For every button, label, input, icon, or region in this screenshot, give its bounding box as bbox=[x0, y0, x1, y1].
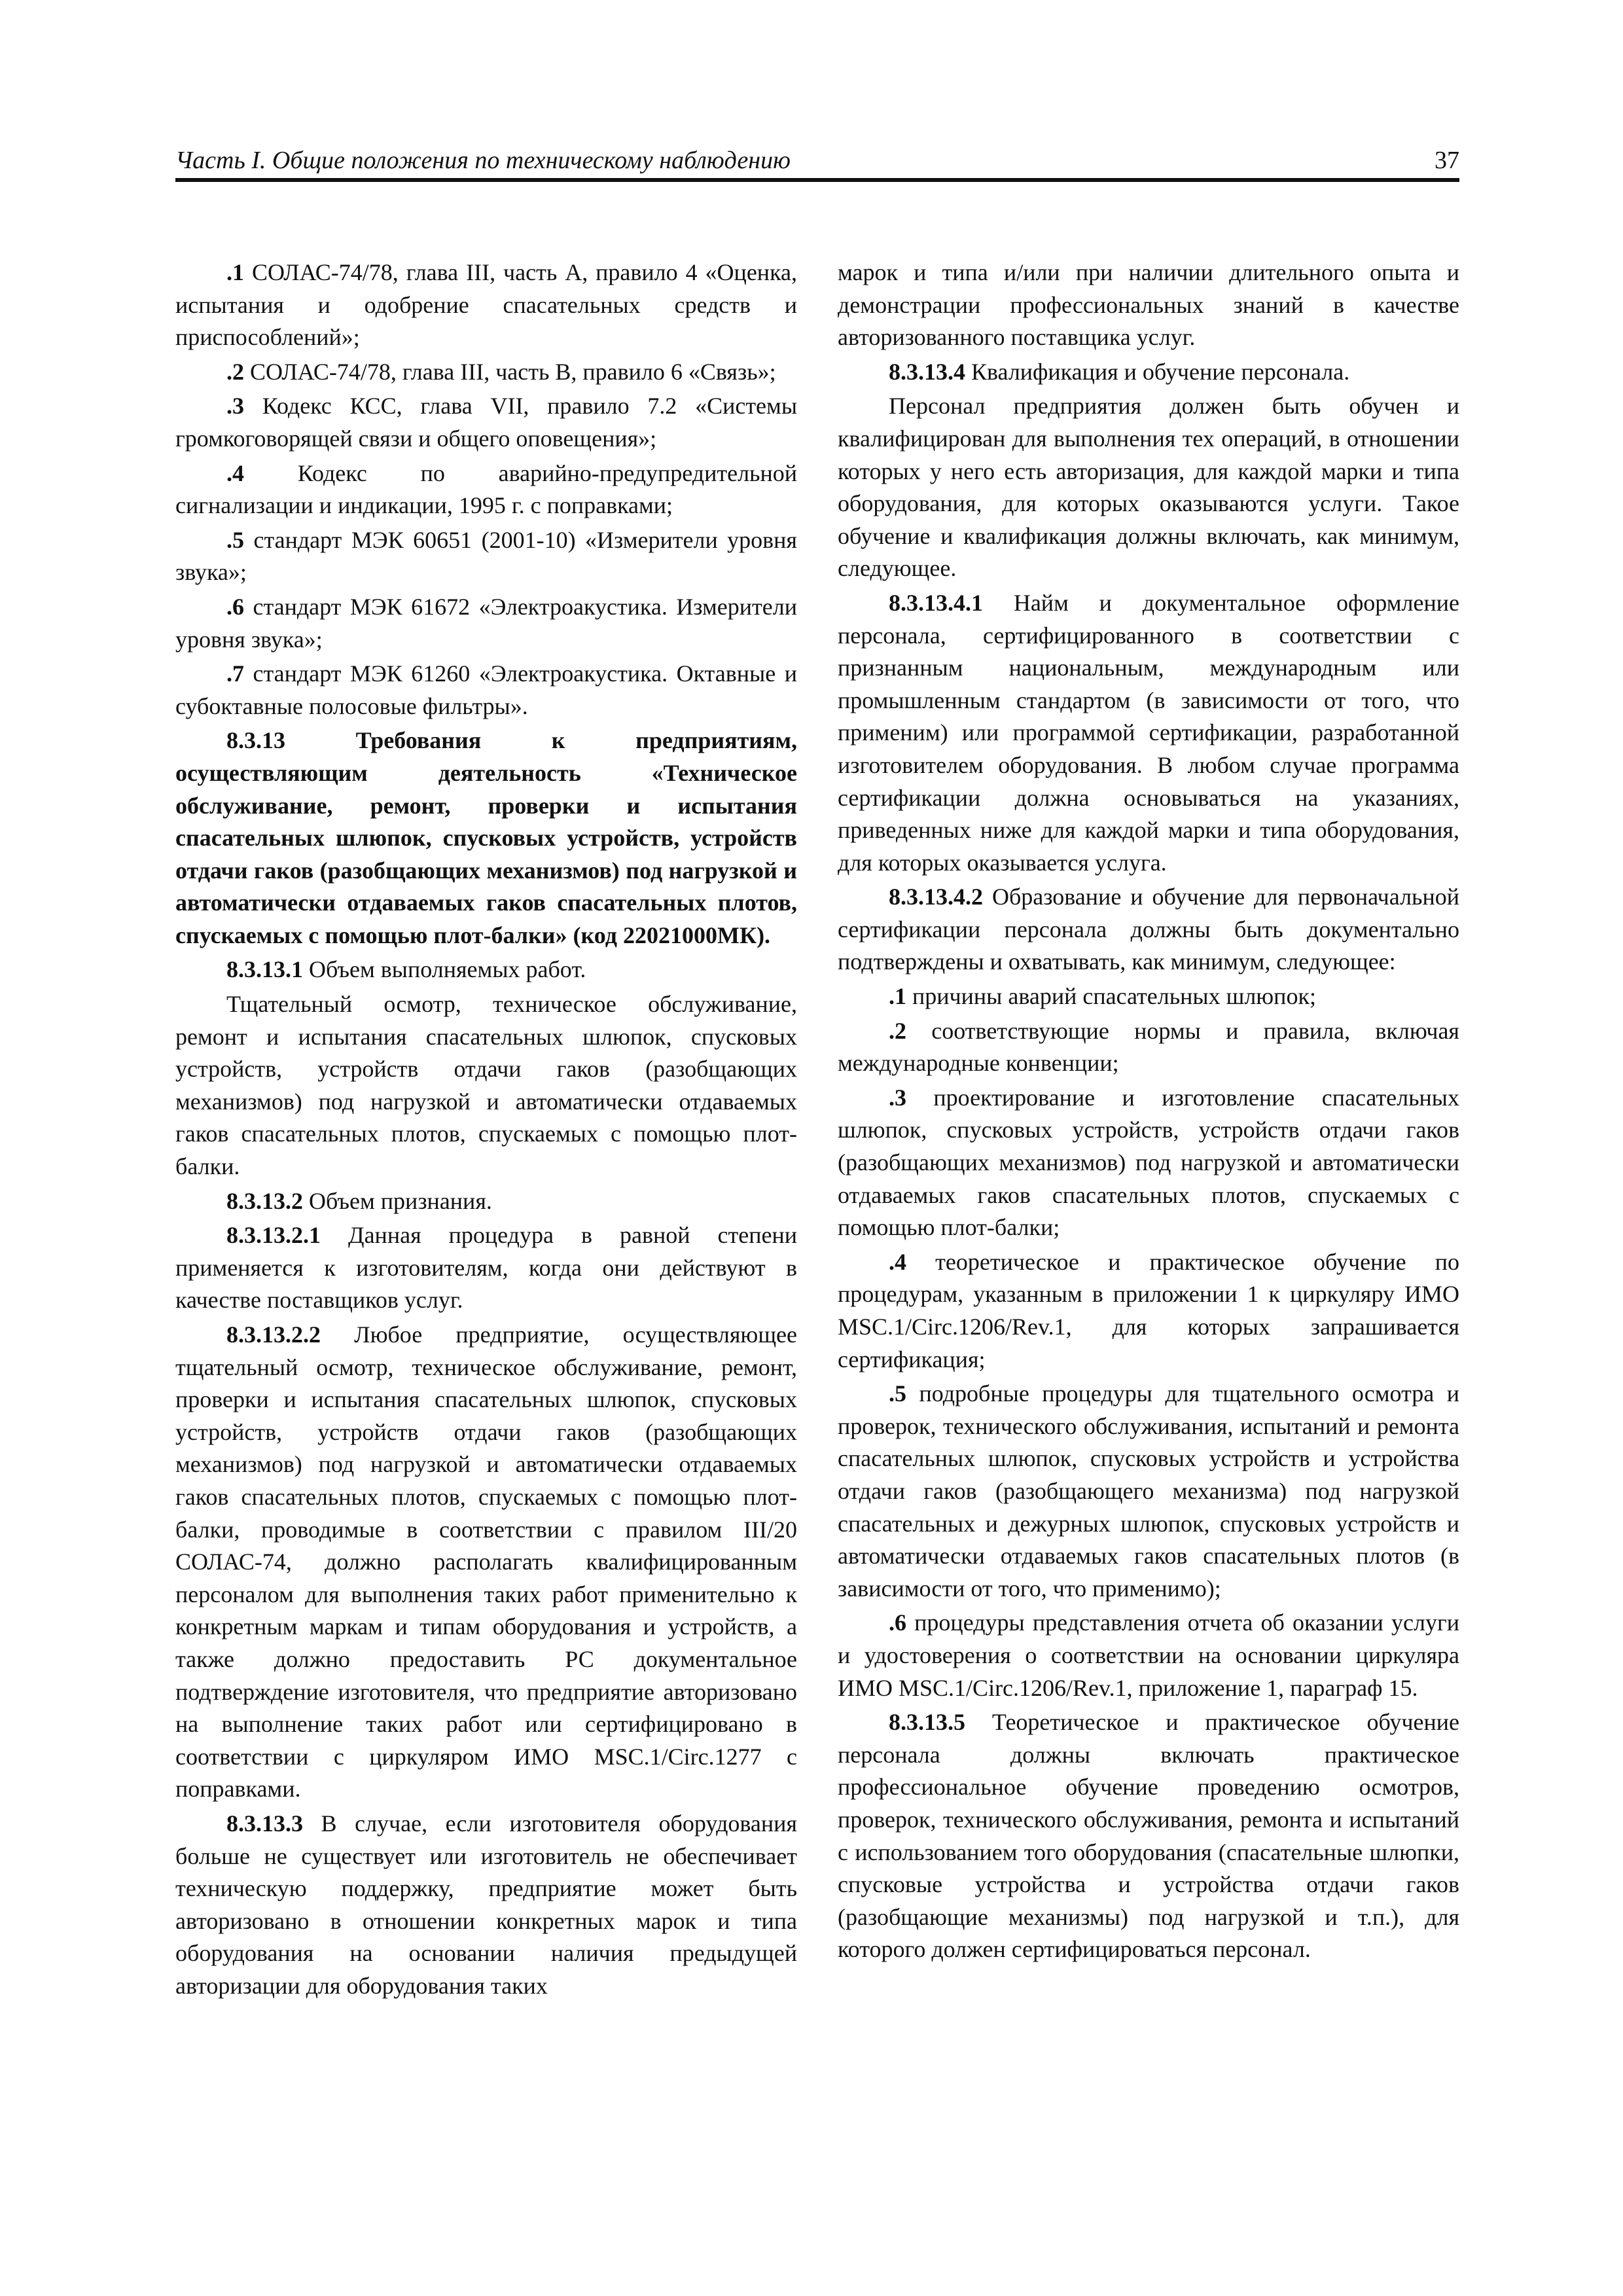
left-column bbox=[175, 257, 797, 2004]
item-text: СОЛАС-74/78, глава III, часть А, правило 4 «Оценка, испытания и одобрение спасательных средств и приспособлений»; bbox=[175, 259, 797, 351]
item-number: .2 bbox=[226, 358, 244, 385]
list-item-3 bbox=[175, 390, 797, 455]
item-number: .5 bbox=[226, 526, 244, 553]
list-item-6 bbox=[838, 1607, 1459, 1704]
paragraph-8-3-13-5 bbox=[838, 1706, 1459, 1966]
item-text: соответствующие нормы и правила, включая международные конвенции; bbox=[838, 1017, 1459, 1077]
list-item-4 bbox=[838, 1246, 1459, 1376]
item-number: .1 bbox=[889, 983, 906, 1010]
paragraph-8-3-13-2-2 bbox=[175, 1319, 797, 1806]
section-number: 8.3.13.5 bbox=[889, 1709, 965, 1736]
item-number: .5 bbox=[889, 1380, 906, 1407]
item-number: .3 bbox=[889, 1084, 906, 1111]
section-number: 8.3.13.2.1 bbox=[226, 1222, 321, 1249]
paragraph-personnel bbox=[838, 390, 1459, 585]
paragraph-text: Объем выполняемых работ. bbox=[303, 956, 586, 983]
paragraph-text: Данная процедура в равной степени применяется к изготовителям, когда они действуют в качестве поставщиков услуг. bbox=[175, 1222, 797, 1314]
section-number: 8.3.13.1 bbox=[226, 956, 303, 983]
paragraph-text: Найм и документальное оформление персонала, сертифицированного в соответствии с признанным национальным, международным или промышленным стандартом (в зависимости от того, что применим) или программой сертификации, разработанной изготовителем оборудования. В любом случае программа сертификации должна основываться на указаниях, приведенных ниже для каждой марки и типа оборудования, для которых оказывается услуга. bbox=[838, 589, 1459, 876]
item-number: .6 bbox=[226, 593, 244, 620]
paragraph-8-3-13-3 bbox=[175, 1808, 797, 2003]
paragraph-8-3-13-1 bbox=[175, 954, 797, 986]
item-text: Кодекс КСС, глава VII, правило 7.2 «Системы громкоговорящей связи и общего оповещения»; bbox=[175, 393, 797, 452]
item-number: .1 bbox=[226, 259, 244, 285]
list-item-4 bbox=[175, 457, 797, 522]
item-text: стандарт МЭК 61672 «Электроакустика. Измерители уровня звука»; bbox=[175, 593, 797, 653]
paragraph-text: Персонал предприятия должен быть обучен и квалифицирован для выполнения тех операций, в отношении которых у него есть авторизация, для каждой марки и типа оборудования, для которых оказываются услуги. Такое обучение и квалификация должны включать, как минимум, следующее. bbox=[838, 393, 1459, 582]
section-heading-8-3-13 bbox=[175, 725, 797, 952]
section-number: 8.3.13.2 bbox=[226, 1187, 303, 1214]
list-item-5 bbox=[175, 524, 797, 589]
paragraph-scope-of-work bbox=[175, 988, 797, 1183]
item-text: подробные процедуры для тщательного осмотра и проверок, технического обслуживания, испытаний и ремонта спасательных шлюпок, спусковых устройств и устройства отдачи гаков (разобщающего механизма) под нагрузкой спасательных и дежурных шлюпок, спусковых устройств и автоматически отдаваемых гаков спасательных плотов (в зависимости от того, что применимо); bbox=[838, 1380, 1459, 1602]
paragraph-8-3-13-2 bbox=[175, 1185, 797, 1218]
paragraph-8-3-13-2-1 bbox=[175, 1219, 797, 1317]
item-number: .7 bbox=[226, 660, 244, 687]
paragraph-text: Образование и обучение для первоначальной сертификации персонала должны быть документально подтверждены и охватывать, как минимум, следующее: bbox=[838, 884, 1459, 975]
section-number: 8.3.13.4.2 bbox=[889, 884, 983, 910]
item-text: причины аварий спасательных шлюпок; bbox=[906, 983, 1316, 1010]
paragraph-text: Квалификация и обучение персонала. bbox=[965, 358, 1350, 385]
item-number: .4 bbox=[226, 459, 244, 486]
paragraph-text: Теоретическое и практическое обучение персонала должны включать практическое профессиональное обучение проведению осмотров, проверок, технического обслуживания, ремонта и испытаний с использованием того оборудования (спасательные шлюпки, спусковые устройства и устройства отдачи гаков (разобщающие механизмы) под нагрузкой и т.п.), для которого должен сертифицироваться персонал. bbox=[838, 1709, 1459, 1963]
list-item-2 bbox=[175, 356, 797, 389]
list-item-1 bbox=[838, 980, 1459, 1013]
item-text: проектирование и изготовление спасательных шлюпок, спусковых устройств, устройств отдачи гаков (разобщающих механизмов) под нагрузкой и автоматически отдаваемых гаков спасательных плотов, спускаемых с помощью плот-балки; bbox=[838, 1084, 1459, 1241]
paragraph-text: марок и типа и/или при наличии длительного опыта и демонстрации профессиональных знаний в качестве авторизованного поставщика услуг. bbox=[838, 259, 1459, 351]
item-text: стандарт МЭК 60651 (2001-10) «Измерители уровня звука»; bbox=[175, 526, 797, 586]
paragraph-continuation bbox=[838, 257, 1459, 354]
right-column bbox=[838, 257, 1459, 1968]
item-number: .2 bbox=[889, 1017, 906, 1044]
list-item-7 bbox=[175, 658, 797, 723]
paragraph-text: В случае, если изготовителя оборудования больше не существует или изготовитель не обеспечивает техническую поддержку, предприятие может быть авторизовано в отношении конкретных марок и типа оборудования на основании наличия предыдущей авторизации для оборудования таких bbox=[175, 1810, 797, 1999]
item-text: стандарт МЭК 61260 «Электроакустика. Октавные и субоктавные полосовые фильтры». bbox=[175, 660, 797, 719]
paragraph-text: Любое предприятие, осуществляющее тщательный осмотр, техническое обслуживание, ремонт, проверки и испытания спасательных шлюпок, спусковых устройств, устройств отдачи гаков (разобщающих механизмов) под нагрузкой и автоматически отдаваемых гаков спасательных плотов, спускаемых с помощью плот-балки, проводимые в соответствии с правилом III/20 СОЛАС-74, должно располагать квалифицированным персоналом для выполнения таких работ применительно к конкретным маркам и типам оборудования и устройств, а также должно предоставить РС документальное подтверждение изготовителя, что предприятие авторизовано на выполнение таких работ или сертифицировано в соответствии с циркуляром ИМО MSC.1/Circ.1277 с поправками. bbox=[175, 1321, 797, 1803]
running-header bbox=[175, 145, 1459, 182]
paragraph-text: Тщательный осмотр, техническое обслуживание, ремонт и испытания спасательных шлюпок, спусковых устройств, устройств отдачи гаков (разобщающих механизмов) под нагрузкой и автоматически отдаваемых гаков спасательных плотов, спускаемых с помощью плот-балки. bbox=[175, 991, 797, 1180]
item-text: теоретическое и практическое обучение по процедурам, указанным в приложении 1 к циркуляру ИМО MSC.1/Circ.1206/Rev.1, для которых запрашивается сертификация; bbox=[838, 1248, 1459, 1372]
list-item-6 bbox=[175, 591, 797, 656]
item-number: .4 bbox=[889, 1248, 906, 1275]
section-number: 8.3.13.4.1 bbox=[889, 589, 983, 616]
list-item-2 bbox=[838, 1015, 1459, 1080]
section-number: 8.3.13.2.2 bbox=[226, 1321, 321, 1348]
item-text: процедуры представления отчета об оказании услуги и удостоверения о соответствии на основании циркуляра ИМО MSC.1/Circ.1206/Rev.1, приложение 1, параграф 15. bbox=[838, 1609, 1459, 1701]
section-number: 8.3.13.3 bbox=[226, 1810, 303, 1837]
paragraph-8-3-13-4-1 bbox=[838, 587, 1459, 879]
section-number: 8.3.13 bbox=[226, 727, 285, 754]
section-number: 8.3.13.4 bbox=[889, 358, 965, 385]
list-item-1 bbox=[175, 257, 797, 354]
list-item-3 bbox=[838, 1082, 1459, 1244]
section-heading-text: Требования к предприятиям, осуществляющим деятельность «Техническое обслуживание, ремонт, проверки и испытания спасательных шлюпок, спусковых устройств, устройств отдачи гаков (разобщающих механизмов) под нагрузкой и автоматически отдаваемых гаков спасательных плотов, спускаемых с помощью плот-балки» (код 22021000МК). bbox=[175, 727, 797, 948]
item-text: СОЛАС-74/78, глава III, часть В, правило 6 «Связь»; bbox=[244, 358, 776, 385]
item-text: Кодекс по аварийно-предупредительной сигнализации и индикации, 1995 г. с поправками; bbox=[175, 459, 797, 519]
item-number: .3 bbox=[226, 393, 244, 420]
paragraph-8-3-13-4-2 bbox=[838, 881, 1459, 978]
item-number: .6 bbox=[889, 1609, 906, 1636]
paragraph-text: Объем признания. bbox=[303, 1187, 492, 1214]
list-item-5 bbox=[838, 1378, 1459, 1605]
page-number: 37 bbox=[1435, 147, 1459, 174]
paragraph-8-3-13-4 bbox=[838, 356, 1459, 389]
header-title: Часть I. Общие положения по техническому наблюдению bbox=[175, 147, 791, 174]
